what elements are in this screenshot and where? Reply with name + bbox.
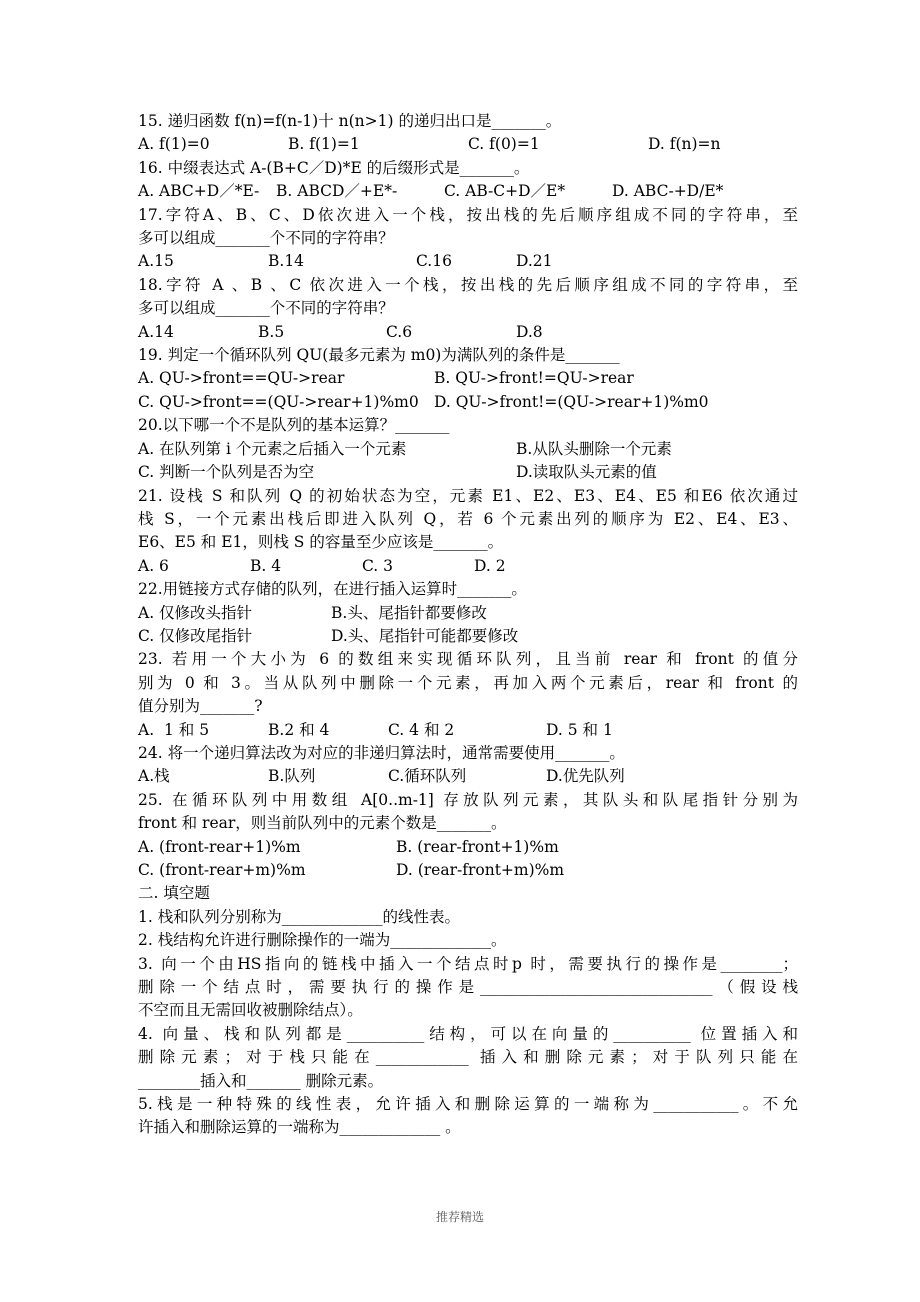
option-text: C. AB-C+D／E* xyxy=(444,182,566,201)
text-line: 栈 S，一个元素出栈后即进入队列 Q，若 6 个元素出列的顺序为 E2、E4、E3、 xyxy=(138,509,798,528)
text-line: front 和 rear，则当前队列中的元素个数是_______。 xyxy=(138,814,507,833)
text-line: 删除元素；对于栈只能在____________ 插入和删除元素；对于队列只能在 xyxy=(138,1048,798,1067)
text-line: 1. 栈和队列分别称为_____________的线性表。 xyxy=(138,907,460,926)
option-text: B. ABCD／+E*- xyxy=(276,182,398,201)
text-line: 19. 判定一个循环队列 QU(最多元素为 m0)为满队列的条件是_______ xyxy=(138,346,620,365)
option-row xyxy=(138,719,798,742)
option-row xyxy=(138,765,798,788)
option-text: D. 5 和 1 xyxy=(546,720,613,739)
option-text: D.头、尾指针可能都要修改 xyxy=(331,626,519,645)
document-body xyxy=(138,110,798,1140)
option-text: C. QU->front==(QU->rear+1)%m0 xyxy=(138,392,419,411)
text-line: 多可以组成_______个不同的字符串？ xyxy=(138,229,394,248)
option-text: D. f(n)=n xyxy=(648,135,721,154)
text-line: 不空而且无需回收被删除结点）。 xyxy=(138,1001,363,1020)
option-row xyxy=(138,438,798,461)
text-line: 23. 若用一个大小为 6 的数组来实现循环队列，且当前 rear 和 front 的值分 xyxy=(138,650,798,669)
option-text: B. QU->front!=QU->rear xyxy=(434,369,634,388)
option-text: D. QU->front!=(QU->rear+1)%m0 xyxy=(434,392,709,411)
option-row xyxy=(138,836,798,859)
option-row xyxy=(138,625,798,648)
option-text: C. (front-rear+m)%m xyxy=(138,861,306,879)
option-text: B. (rear-front+1)%m xyxy=(396,837,559,856)
text-line: 20.以下哪一个不是队列的基本运算？_______ xyxy=(138,416,450,435)
option-text: C. 判断一个队列是否为空 xyxy=(138,463,315,482)
text-line: 17.字符A、B、C、D依次进入一个栈，按出栈的先后顺序组成不同的字符串，至 xyxy=(138,205,798,224)
option-text: A. 仅修改头指针 xyxy=(138,603,253,622)
option-text: D.读取队头元素的值 xyxy=(516,463,657,482)
option-row xyxy=(138,367,798,390)
option-text: D. 2 xyxy=(474,556,506,575)
option-text: A. f(1)=0 xyxy=(138,135,210,154)
text-line: 16. 中缀表达式 A-(B+C／D)*E 的后缀形式是_______。 xyxy=(138,158,530,177)
text-line: E6、E5 和 E1，则栈 S 的容量至少应该是_______。 xyxy=(138,533,504,552)
text-line: 18.字符 A 、B 、C 依次进入一个栈，按出栈的先后顺序组成不同的字符串，至 xyxy=(138,275,798,294)
option-text: D.8 xyxy=(516,322,543,341)
option-text: A.栈 xyxy=(138,767,170,786)
text-line: 值分别为_______? xyxy=(138,697,263,716)
option-text: C. 4 和 2 xyxy=(388,720,455,739)
option-text: C. 3 xyxy=(362,556,394,575)
option-text: C.16 xyxy=(416,252,452,271)
text-line: 2. 栈结构允许进行删除操作的一端为_____________。 xyxy=(138,931,507,950)
option-text: C. f(0)=1 xyxy=(468,135,540,154)
option-text: B.头、尾指针都要修改 xyxy=(331,603,487,622)
option-text: D.21 xyxy=(516,252,553,271)
page-footer: 推荐精选 xyxy=(435,1210,484,1224)
option-text: B.2 和 4 xyxy=(268,720,330,739)
text-line: 别为 0 和 3。当从队列中删除一个元素，再加入两个元素后，rear 和 front 的 xyxy=(138,673,798,692)
option-text: D. ABC-+D/E* xyxy=(612,182,724,201)
option-row xyxy=(138,180,798,203)
option-text: A.14 xyxy=(138,322,174,341)
text-line: 25. 在循环队列中用数组 A[0..m-1] 存放队列元素，其队头和队尾指针分别为 xyxy=(138,790,798,809)
text-line: 21. 设栈 S 和队列 Q 的初始状态为空，元素 E1、E2、E3、E4、E5 和E6 依次通过 xyxy=(138,486,798,505)
option-text: A. ABC+D／*E- xyxy=(138,182,260,201)
text-line: 5.栈是一种特殊的线性表，允许插入和删除运算的一端称为___________。不允 xyxy=(138,1095,798,1114)
option-text: B.队列 xyxy=(268,767,316,786)
text-line: 15. 递归函数 f(n)=f(n-1)十 n(n>1) 的递归出口是_______。 xyxy=(138,112,562,130)
option-text: D.优先队列 xyxy=(546,767,625,786)
option-row xyxy=(138,602,798,625)
option-text: D. (rear-front+m)%m xyxy=(396,861,565,879)
text-line: 4. 向量、栈和队列都是__________结构，可以在向量的__________ 位置插入和 xyxy=(138,1024,798,1043)
option-text: C. 仅修改尾指针 xyxy=(138,626,253,645)
option-text: A.15 xyxy=(138,252,174,271)
option-text: A. 1 和 5 xyxy=(138,720,210,739)
option-text: B. 4 xyxy=(250,556,282,575)
option-row xyxy=(138,321,798,344)
text-line: 多可以组成_______个不同的字符串？ xyxy=(138,299,394,318)
option-text: B.从队头删除一个元素 xyxy=(516,439,672,458)
option-text: C.6 xyxy=(386,322,413,341)
text-line: 许插入和删除运算的一端称为_____________ 。 xyxy=(138,1118,461,1137)
option-text: A. QU->front==QU->rear xyxy=(138,369,345,388)
text-line: 二. 填空题 xyxy=(138,884,210,903)
text-line: 22.用链接方式存储的队列，在进行插入运算时_______。 xyxy=(138,580,527,599)
option-text: A. (front-rear+1)%m xyxy=(138,837,301,856)
text-line: 3. 向一个由HS指向的链栈中插入一个结点时p 时，需要执行的操作是________； xyxy=(138,954,798,973)
option-text: C.循环队列 xyxy=(388,767,467,786)
option-text: B.14 xyxy=(268,252,305,271)
option-text: B. f(1)=1 xyxy=(288,135,360,154)
option-row xyxy=(138,859,798,882)
option-text: A. 在队列第 i 个元素之后插入一个元素 xyxy=(138,439,407,458)
text-line: 删除一个结点时，需要执行的操作是______________________________（假设栈 xyxy=(138,978,798,997)
option-text: B.5 xyxy=(258,322,285,341)
option-row xyxy=(138,250,798,273)
option-row xyxy=(138,133,798,156)
option-row xyxy=(138,555,798,578)
option-row xyxy=(138,461,798,484)
option-row xyxy=(138,391,798,414)
text-line: ________插入和_______ 删除元素。 xyxy=(138,1071,384,1090)
option-text: A. 6 xyxy=(138,556,169,575)
text-line: 24. 将一个递归算法改为对应的非递归算法时，通常需要使用_______。 xyxy=(138,743,625,762)
